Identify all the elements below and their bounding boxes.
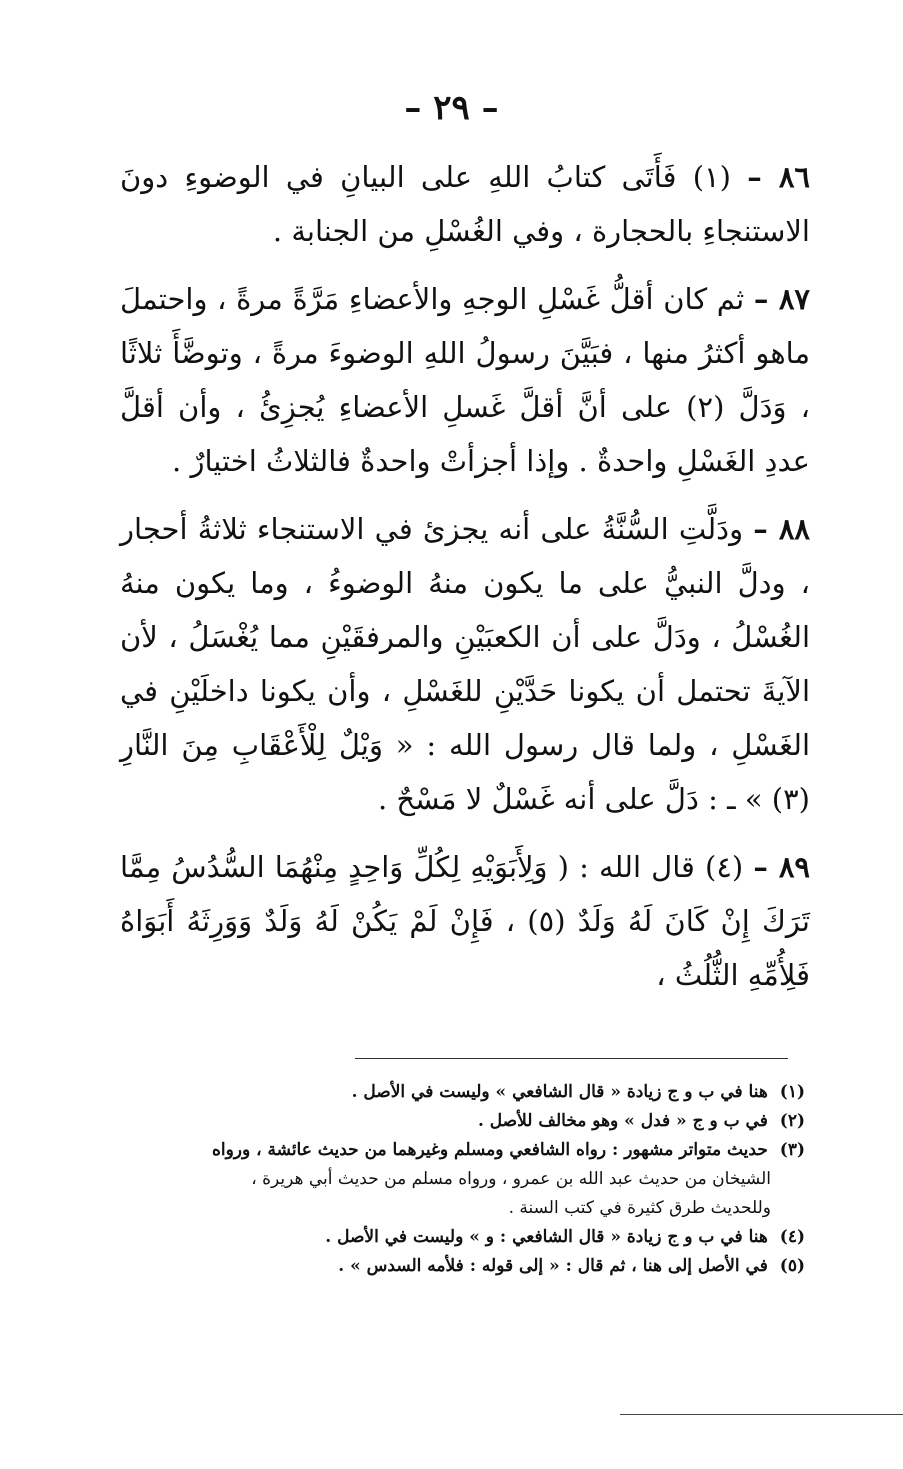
footnotes (115, 1078, 805, 1281)
footnote-4 (115, 1223, 805, 1252)
paragraph-text: ودَلَّتِ السُّنَّةُ على أنه يجزئ في الاستنجاء ثلاثةُ أحجار ، ودلَّ النبيُّ على ما يكون منهُ الوضوءُ ، وما يكون منهُ الغُسْلُ ، ودَلَّ على أن الكعبَيْنِ والمرفقَيْنِ مما يُغْسَلُ ، لأن الآيةَ تحتمل أن يكونا حَدَّيْنِ للغَسْلِ ، وأن يكونا داخلَيْنِ في الغَسْلِ ، ولما قال رسول الله : « وَيْلٌ لِلْأَعْقَابِ مِنَ النَّارِ (٣) » ـ : دَلَّ على أنه غَسْلٌ لا مَسْحٌ . (120, 512, 810, 816)
page-number: – ٢٩ – (404, 88, 499, 128)
paragraph-number: ٨٦ – (747, 160, 810, 194)
footnote-number: (٢) (779, 1111, 805, 1131)
footnote-text: هنا في ب و ج زيادة « قال الشافعي : و » وليست في الأصل . (325, 1227, 768, 1247)
footnote-divider (355, 1058, 788, 1059)
paragraph-88 (120, 502, 810, 826)
paragraph-text: ثم كان أقلُّ غَسْلِ الوجهِ والأعضاءِ مَرَّةً مرةً ، واحتملَ ماهو أكثرُ منها ، فبَيَّنَ رسولُ اللهِ الوضوءَ مرةً ، وتوضَّأَ ثلاثًا ، وَدَلَّ (٢) على أنَّ أقلَّ غَسلِ الأعضاءِ يُجزِئُ ، وأن أقلَّ عددِ الغَسْلِ واحدةٌ . وإذا أجزأتْ واحدةٌ فالثلاثُ اختيارٌ . (120, 282, 810, 478)
footnote-5 (115, 1252, 805, 1281)
footnote-text: هنا في ب و ج زيادة « قال الشافعي » وليست في الأصل . (351, 1082, 768, 1102)
footnote-3-continuation-1: الشيخان من حديث عبد الله بن عمرو ، ورواه مسلم من حديث أبي هريرة ، (251, 1169, 771, 1189)
main-text (120, 150, 810, 1016)
footnote-text: حديث متواتر مشهور : رواه الشافعي ومسلم وغيرهما من حديث عائشة ، ورواه (211, 1140, 768, 1160)
footnote-text: في ب و ج « فدل » وهو مخالف للأصل . (477, 1111, 768, 1131)
footnote-number: (٣) (779, 1140, 805, 1160)
footnote-2 (115, 1107, 805, 1136)
footnote-3 (115, 1136, 805, 1165)
page-edge-line (620, 1414, 903, 1415)
footnote-number: (٤) (779, 1227, 805, 1247)
footnote-1 (115, 1078, 805, 1107)
footnote-3-continuation-2: وللحديث طرق كثيرة في كتب السنة . (508, 1198, 771, 1218)
paragraph-87 (120, 272, 810, 488)
paragraph-text: (١) فَأَتَى كتابُ اللهِ على البيانِ في الوضوءِ دونَ الاستنجاءِ بالحجارة ، وفي الغُسْلِ من الجنابة . (120, 160, 810, 248)
paragraph-89 (120, 840, 810, 1002)
footnote-text: في الأصل إلى هنا ، ثم قال : « إلى قوله : فلأمه السدس » . (338, 1256, 768, 1276)
paragraph-number: ٨٩ – (753, 850, 811, 884)
footnote-number: (٥) (779, 1256, 805, 1276)
paragraph-number: ٨٨ – (753, 512, 810, 546)
footnote-number: (١) (779, 1082, 805, 1102)
paragraph-86 (120, 150, 810, 258)
paragraph-text: (٤) قال الله : ( وَلِأَبَوَيْهِ لِكُلِّ وَاحِدٍ مِنْهُمَا السُّدُسُ مِمَّا تَرَكَ إِنْ كَانَ لَهُ وَلَدٌ (٥) ، فَإِنْ لَمْ يَكُنْ لَهُ وَلَدٌ وَوَرِثَهُ أَبَوَاهُ فَلِأُمِّهِ الثُّلُثُ ، (120, 850, 810, 992)
paragraph-number: ٨٧ – (753, 282, 810, 316)
